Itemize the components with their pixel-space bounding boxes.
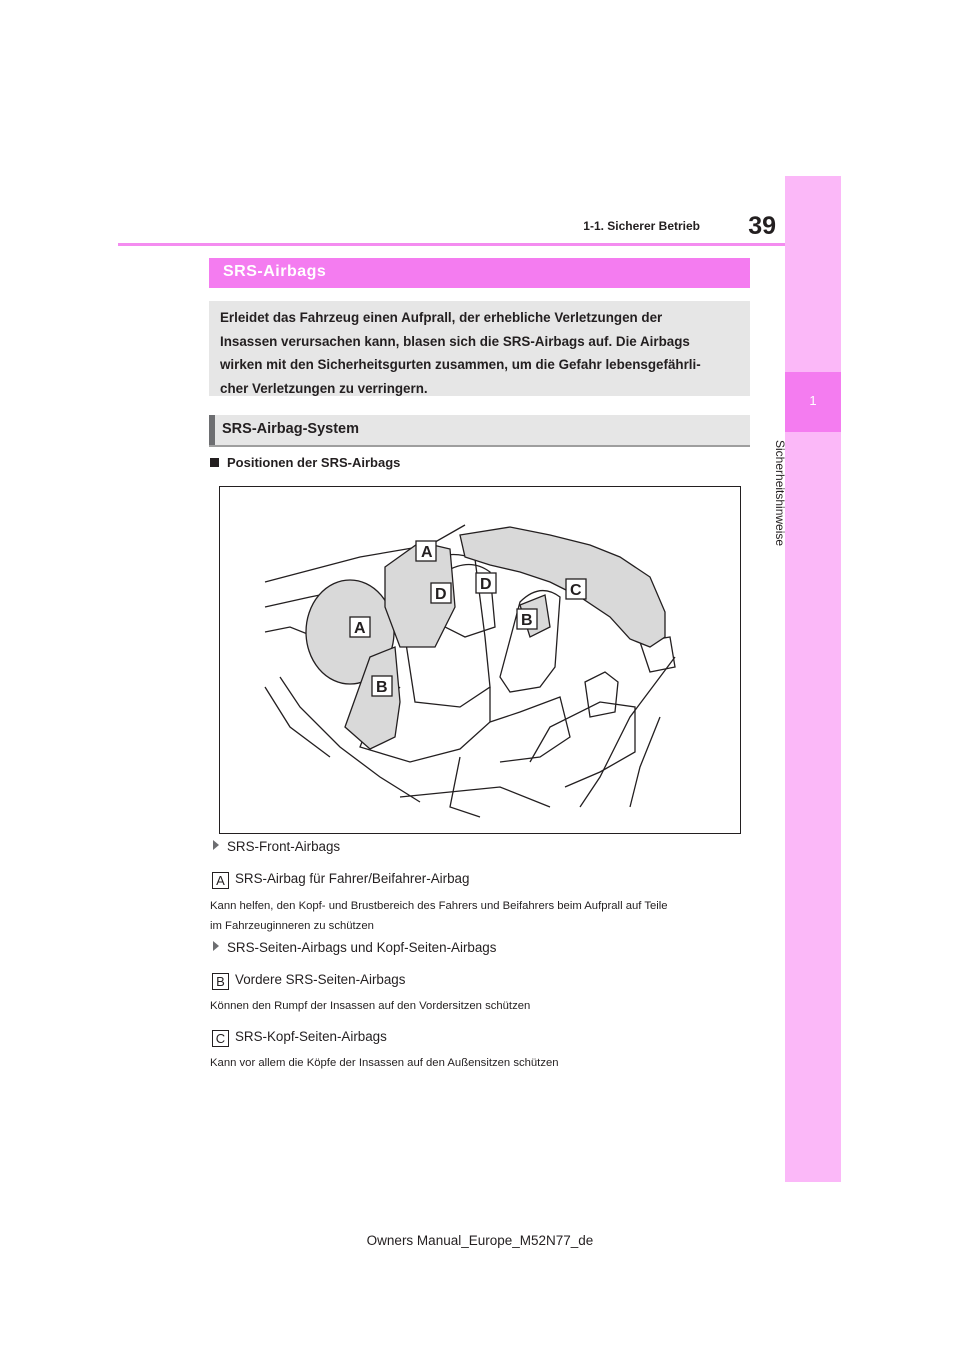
subsection-title — [210, 455, 400, 470]
figure-label: A — [354, 620, 366, 637]
sub-heading — [209, 415, 750, 447]
label-letter-box: C — [212, 1030, 229, 1047]
figure-label: D — [435, 586, 447, 603]
intro-text — [220, 306, 745, 400]
airbag-illustration-svg — [220, 487, 740, 833]
airbag-illustration — [219, 486, 741, 834]
figure-label: B — [376, 679, 388, 696]
figure-label: B — [521, 612, 533, 629]
label-text: SRS-Kopf-Seiten-Airbags — [235, 1029, 387, 1044]
description-line: Kann vor allem die Köpfe der Insassen auf den Außensitzen schützen — [210, 1057, 559, 1069]
main-heading-text: SRS-Airbags — [223, 263, 327, 280]
intro-line: cher Verletzungen zu verringern. — [220, 380, 428, 396]
bullet-text: SRS-Seiten-Airbags und Kopf-Seiten-Airbags — [227, 940, 497, 955]
description-a — [210, 897, 750, 936]
figure-label: D — [480, 576, 492, 593]
chapter-label-text: Sicherheitshinweise — [773, 440, 787, 547]
bullet-side-airbags — [213, 940, 496, 955]
label-row-b — [212, 972, 405, 990]
header-rule — [118, 243, 785, 246]
figure-label: A — [421, 544, 433, 561]
triangle-bullet-icon — [213, 840, 219, 850]
label-letter-box: A — [212, 872, 229, 889]
triangle-bullet-icon — [213, 941, 219, 951]
label-row-c — [212, 1029, 387, 1047]
section-title: 1-1. Sicherer Betrieb — [583, 219, 700, 233]
label-text: SRS-Airbag für Fahrer/Beifahrer-Airbag — [235, 871, 470, 886]
square-bullet-icon — [210, 458, 219, 467]
intro-box — [209, 301, 750, 396]
intro-line: wirken mit den Sicherheitsgurten zusammen, um die Gefahr lebensgefährli- — [220, 357, 701, 372]
description-line: Kann helfen, den Kopf- und Brustbereich des Fahrers und Beifahrers beim Aufprall auf Teile — [210, 900, 668, 912]
description-line: im Fahrzeuginneren zu schützen — [210, 919, 374, 932]
label-letter-box: B — [212, 973, 229, 990]
page-number: 39 — [748, 212, 776, 240]
subsection-title-text: Positionen der SRS-Airbags — [227, 455, 401, 470]
footer: Owners Manual_Europe_M52N77_de — [366, 1233, 594, 1248]
label-row-a — [212, 871, 469, 889]
intro-line: Erleidet das Fahrzeug einen Aufprall, der erhebliche Verletzungen der — [220, 310, 663, 325]
main-heading — [209, 258, 750, 288]
sub-heading-text: SRS-Airbag-System — [222, 421, 359, 437]
description-line: Können den Rumpf der Insassen auf den Vordersitzen schützen — [210, 1000, 531, 1012]
figure-label: C — [570, 582, 582, 599]
bullet-text: SRS-Front-Airbags — [227, 839, 341, 854]
chapter-label — [770, 440, 794, 590]
sub-heading-bar — [209, 415, 215, 445]
chapter-side-tab — [785, 176, 841, 1182]
label-text: Vordere SRS-Seiten-Airbags — [235, 972, 406, 987]
description-b — [210, 997, 750, 1017]
bullet-front-airbags — [213, 839, 340, 854]
intro-line: Insassen verursachen kann, blasen sich die SRS-Airbags auf. Die Airbags — [220, 333, 690, 349]
description-c — [210, 1054, 750, 1074]
chapter-number: 1 — [809, 393, 817, 408]
